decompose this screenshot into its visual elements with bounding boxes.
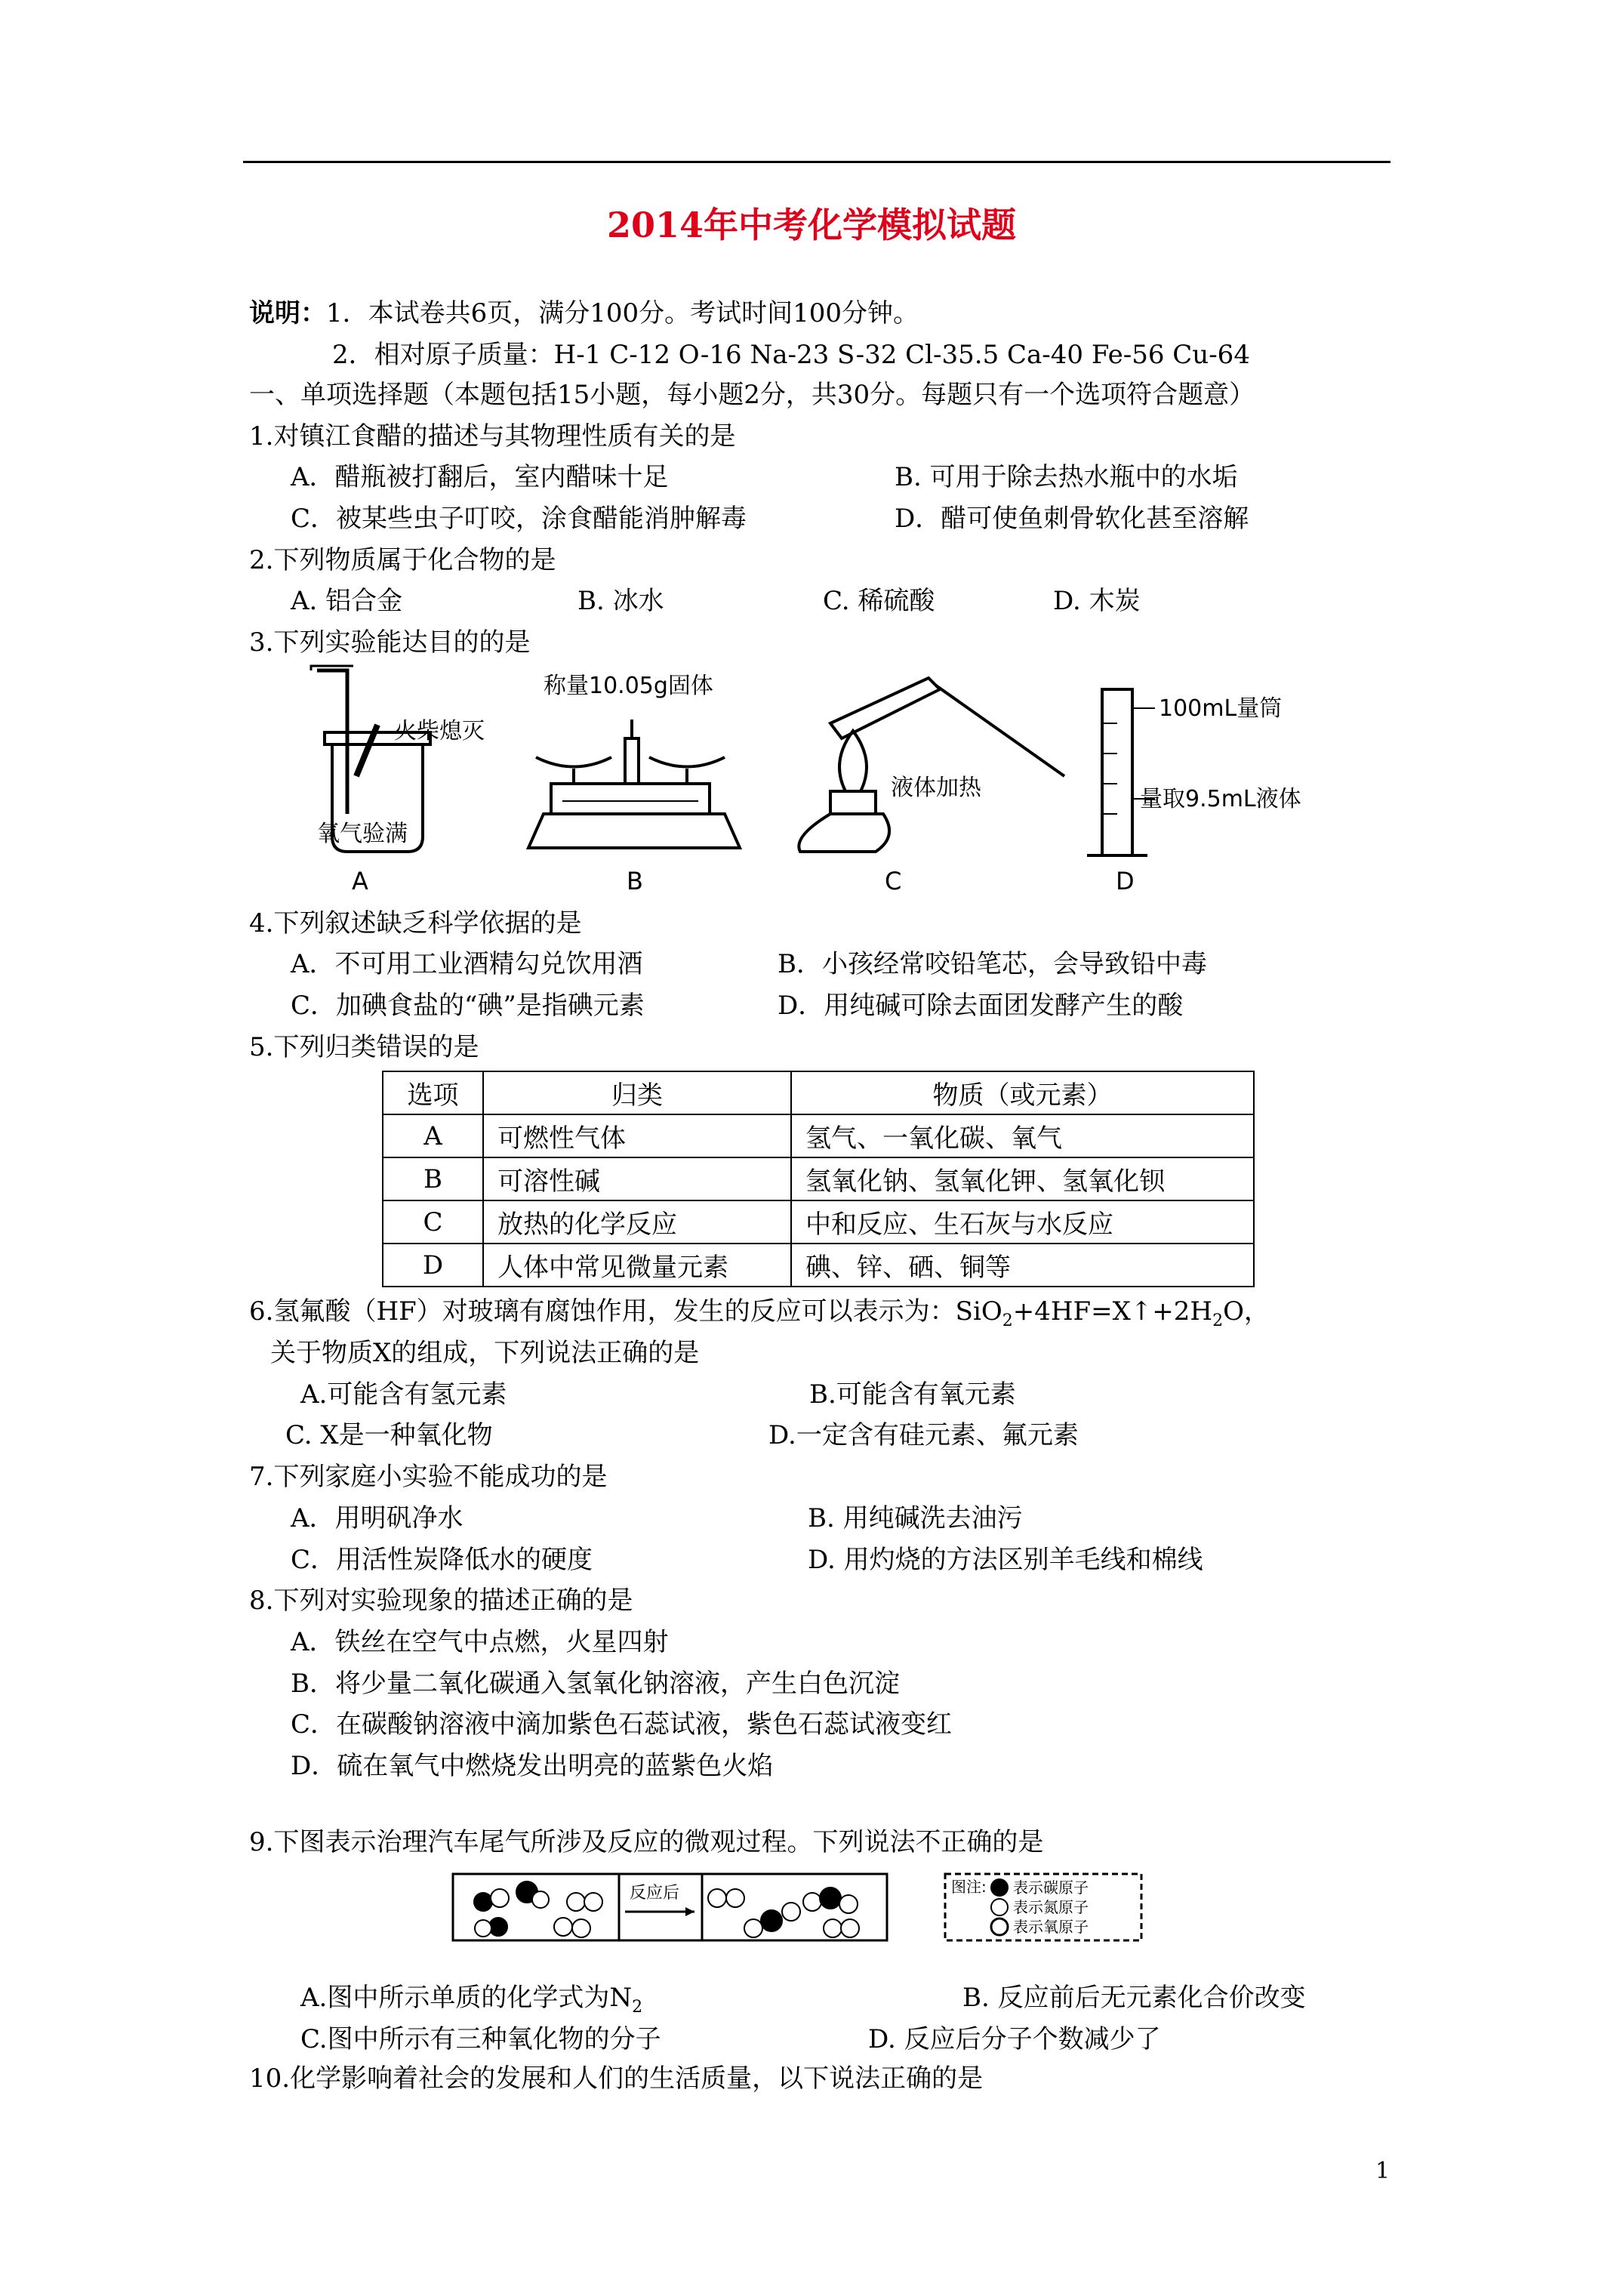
q6-stem-2: 关于物质X的组成，下列说法正确的是 — [270, 1338, 700, 1368]
table-cell: 氢气、一氧化碳、氧气 — [791, 1114, 1254, 1157]
q9-option-b: B. 反应前后无元素化合价改变 — [962, 1983, 1306, 2013]
table-cell: 放热的化学反应 — [483, 1200, 791, 1244]
figure-a-letter: A — [352, 867, 368, 895]
figure-b-label: 称量10.05g固体 — [544, 673, 713, 699]
oxygen-atom — [839, 1895, 858, 1913]
q4-option-d: D．用纯碱可除去面团发酵产生的酸 — [778, 991, 1184, 1021]
q9-reaction-figure — [451, 1868, 1146, 1943]
q10-stem: 10.化学影响着社会的发展和人们的生活质量，以下说法正确的是 — [249, 2063, 984, 2094]
q3-figure — [302, 663, 1344, 898]
q6-stem-part: 6.氢氟酸（HF）对玻璃有腐蚀作用，发生的反应可以表示为：SiO — [249, 1296, 1002, 1327]
nitrogen-atom — [567, 1893, 585, 1911]
q9-stem: 9.下图表示治理汽车尾气所涉及反应的微观过程。下列说法不正确的是 — [249, 1827, 1044, 1857]
q2-stem: 2.下列物质属于化合物的是 — [249, 545, 556, 575]
q6-stem — [249, 1296, 1270, 1336]
notes-text-2: 2．相对原子质量：H-1 C-12 O-16 Na-23 S-32 Cl-35.5 Ca-40 Fe-56 Cu-64 — [332, 340, 1250, 370]
figure-a-bottom-label: 氧气验满 — [317, 821, 408, 847]
q7-option-b: B. 用纯碱洗去油污 — [808, 1503, 1023, 1533]
table-cell: B — [383, 1157, 483, 1200]
table-header: 物质（或元素） — [791, 1071, 1254, 1114]
q8-option-d: D．硫在氧气中燃烧发出明亮的蓝紫色火焰 — [291, 1751, 774, 1781]
legend-nitrogen-atom — [991, 1899, 1008, 1915]
arrow-label: 反应后 — [630, 1884, 680, 1903]
q2-option-c: C. 稀硫酸 — [823, 586, 935, 616]
legend-item: 表示碳原子 — [1013, 1878, 1089, 1897]
table-header: 归类 — [483, 1071, 791, 1114]
notes-line-1 — [249, 298, 919, 328]
q1-option-a: A．醋瓶被打翻后，室内醋味十足 — [291, 462, 669, 492]
table-cell: 氢氧化钠、氢氧化钾、氢氧化钡 — [791, 1157, 1254, 1200]
oxygen-atom — [584, 1893, 602, 1911]
q2-option-d: D. 木炭 — [1053, 586, 1141, 616]
legend-item: 表示氮原子 — [1013, 1898, 1089, 1916]
table-row — [383, 1244, 1254, 1287]
q1-option-b: B. 可用于除去热水瓶中的水垢 — [895, 462, 1238, 492]
table-header: 选项 — [383, 1071, 483, 1114]
figure-c-heating — [799, 678, 1064, 852]
q2-option-b: B. 冰水 — [577, 586, 664, 616]
nitrogen-atom — [726, 1889, 744, 1907]
q6-option-a: A.可能含有氢元素 — [300, 1379, 507, 1410]
classification-table — [382, 1071, 1255, 1287]
oxygen-atom — [744, 1919, 762, 1937]
table-row — [383, 1200, 1254, 1244]
table-header-row — [383, 1071, 1254, 1114]
q6-option-b: B.可能含有氧元素 — [809, 1379, 1016, 1410]
q4-stem: 4.下列叙述缺乏科学依据的是 — [249, 908, 582, 938]
notes-text-1: 1．本试卷共6页，满分100分。考试时间100分钟。 — [326, 298, 919, 328]
figure-b-letter: B — [627, 867, 643, 895]
table-row — [383, 1157, 1254, 1200]
nitrogen-atom — [554, 1918, 572, 1936]
legend-item: 表示氧原子 — [1013, 1918, 1089, 1936]
figure-d-cylinder — [1087, 689, 1155, 855]
legend-title: 图注: — [951, 1878, 987, 1896]
page-number: 1 — [1375, 2158, 1390, 2184]
q9-option-a — [300, 1983, 642, 2023]
figure-b-balance — [528, 720, 740, 848]
oxygen-atom — [572, 1919, 590, 1937]
q6-stem-part: O， — [1223, 1296, 1270, 1327]
header-rule — [243, 161, 1390, 163]
q4-option-a: A．不可用工业酒精勾兑饮用酒 — [291, 949, 643, 979]
figure-c-label: 液体加热 — [891, 775, 981, 801]
q8-option-b: B．将少量二氧化碳通入氢氧化钠溶液，产生白色沉淀 — [291, 1669, 900, 1699]
q9-subscript: 2 — [632, 1997, 643, 2017]
q8-stem: 8.下列对实验现象的描述正确的是 — [249, 1586, 633, 1616]
carbon-atom — [820, 1888, 841, 1909]
table-cell: 可溶性碱 — [483, 1157, 791, 1200]
figure-d-mid-label: 量取9.5mL液体 — [1140, 786, 1301, 812]
oxygen-atom — [803, 1893, 821, 1911]
q8-option-a: A．铁丝在空气中点燃，火星四射 — [291, 1627, 669, 1657]
figure-d-letter: D — [1116, 867, 1135, 895]
q9-option-d: D. 反应后分子个数减少了 — [868, 2024, 1161, 2054]
q7-option-c: C．用活性炭降低水的硬度 — [291, 1545, 593, 1575]
q6-option-c: C. X是一种氧化物 — [285, 1420, 493, 1450]
table-cell: 人体中常见微量元素 — [483, 1244, 791, 1287]
table-row — [383, 1114, 1254, 1157]
q4-option-c: C．加碘食盐的“碘”是指碘元素 — [291, 991, 645, 1021]
figure-a-top-label: 火柴熄灭 — [394, 718, 485, 744]
table-cell: 可燃性气体 — [483, 1114, 791, 1157]
table-cell: A — [383, 1114, 483, 1157]
nitrogen-atom — [475, 1920, 491, 1937]
q6-subscript: 2 — [1002, 1311, 1013, 1330]
figure-c-letter: C — [885, 867, 902, 895]
q8-option-c: C．在碳酸钠溶液中滴加紫色石蕊试液，紫色石蕊试液变红 — [291, 1709, 953, 1740]
legend-oxygen-atom — [991, 1918, 1008, 1935]
oxygen-atom — [532, 1891, 549, 1908]
q7-option-a: A．用明矾净水 — [291, 1503, 463, 1533]
q1-option-d: D．醋可使鱼刺骨软化甚至溶解 — [895, 504, 1249, 534]
carbon-atom — [761, 1910, 782, 1931]
oxygen-atom — [782, 1903, 800, 1921]
q4-option-b: B．小孩经常咬铅笔芯，会导致铅中毒 — [778, 949, 1207, 979]
q7-option-d: D. 用灼烧的方法区别羊毛线和棉线 — [808, 1545, 1203, 1575]
q1-option-c: C．被某些虫子叮咬，涂食醋能消肿解毒 — [291, 504, 747, 534]
q7-stem: 7.下列家庭小实验不能成功的是 — [249, 1462, 608, 1492]
table-cell: D — [383, 1244, 483, 1287]
nitrogen-atom — [841, 1919, 859, 1937]
table-cell: C — [383, 1200, 483, 1244]
q3-stem: 3.下列实验能达目的的是 — [249, 627, 531, 658]
q9-option-a-text: A.图中所示单质的化学式为N — [300, 1983, 633, 2013]
figure-d-top-label: 100mL量筒 — [1159, 695, 1283, 722]
q1-stem: 1.对镇江食醋的描述与其物理性质有关的是 — [249, 421, 736, 451]
oxygen-atom — [491, 1889, 509, 1907]
q6-stem-part: +4HF=X↑+2H — [1012, 1296, 1213, 1327]
section-heading: 一、单项选择题（本题包括15小题，每小题2分，共30分。每题只有一个选项符合题意） — [249, 380, 1255, 410]
nitrogen-atom — [824, 1919, 842, 1937]
q5-stem: 5.下列归类错误的是 — [249, 1032, 479, 1062]
table-cell: 碘、锌、硒、铜等 — [791, 1244, 1254, 1287]
q6-subscript: 2 — [1212, 1311, 1224, 1330]
legend-carbon-atom — [991, 1879, 1008, 1896]
q2-option-a: A. 铝合金 — [291, 586, 403, 616]
nitrogen-atom — [708, 1889, 726, 1907]
page-title: 2014年中考化学模拟试题 — [606, 205, 1017, 245]
table-cell: 中和反应、生石灰与水反应 — [791, 1200, 1254, 1244]
q9-option-c: C.图中所示有三种氧化物的分子 — [300, 2024, 661, 2054]
q6-option-d: D.一定含有硅元素、氟元素 — [768, 1420, 1079, 1450]
notes-label: 说明： — [249, 298, 326, 328]
carbon-atom — [474, 1893, 492, 1911]
